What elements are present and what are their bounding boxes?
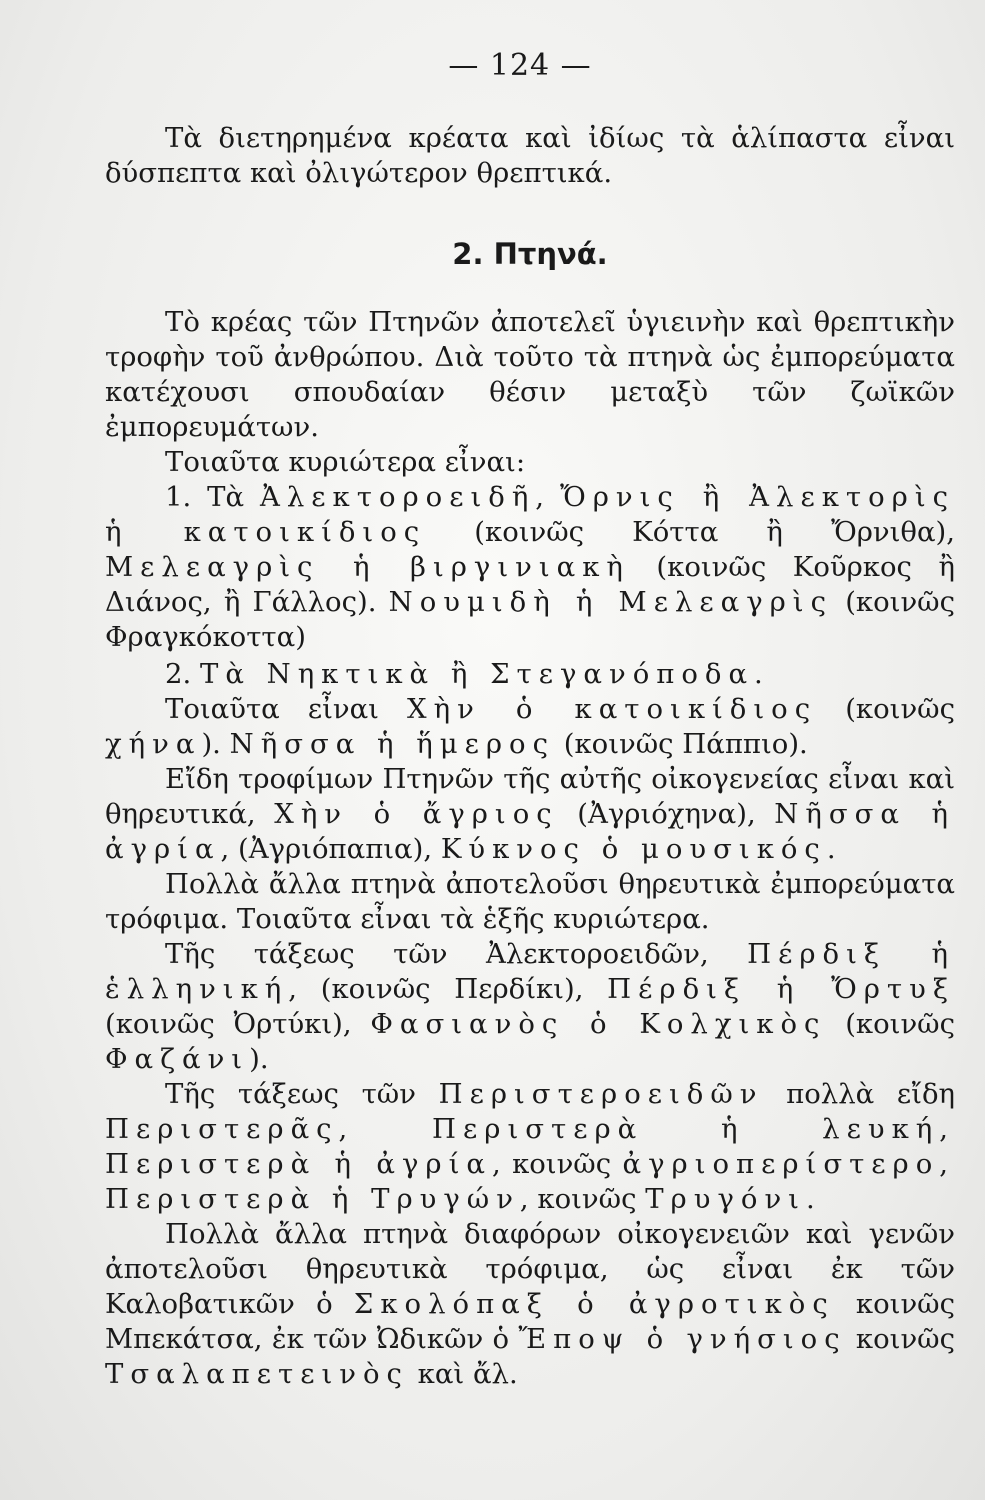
paragraph-6-part-c: (Ἀγριόχηνα), (558, 798, 775, 830)
paragraph-8-part-b: Πέρδιξ ἡ ἑλληνική (105, 938, 955, 1005)
paragraph-4-part-a: 2. (165, 658, 200, 690)
paragraph-9-part-f: ἀγριοπερίστερο, Περιστερὰ ἡ Τρυγών (105, 1148, 956, 1215)
paragraph-6 (105, 762, 955, 867)
paragraph-8-part-g: (κοινῶς (826, 1008, 955, 1040)
paragraph-5-part-c: (κοινῶς (817, 693, 955, 725)
paragraph-9-part-h: Τρυγόνι. (645, 1183, 822, 1215)
paragraph-6-part-f: Κύκνος ὁ μουσικός. (440, 833, 843, 865)
paragraph-5-part-f: Νῆσσα ἡ ἥμερος (229, 728, 555, 760)
paragraph-10-part-g: καὶ ἄλ. (408, 1358, 518, 1390)
paragraph-10-part-d: Ἔποψ ὁ γνήσιος (518, 1323, 847, 1355)
paragraph-4 (105, 657, 955, 692)
paragraph-3-part-e: (κοινῶς Κόττα ἢ Ὄρνιθα), (426, 516, 956, 548)
paragraph-9-part-e: , κοινῶς (491, 1148, 623, 1180)
paragraph-6-part-e: , (Ἀγριόπαπια), (220, 833, 441, 865)
paragraph-9-part-g: , κοινῶς (519, 1183, 646, 1215)
paragraph-8-part-d: Πέρδιξ ἡ Ὄρτυξ (607, 973, 955, 1005)
paragraph-9-part-a: Τῆς τάξεως τῶν (165, 1078, 439, 1110)
paragraph-3-part-d: Ὄρνις ἢ Ἀλεκτορὶς ἡ κατοικίδιος (105, 481, 956, 548)
paragraph-5-part-b: Χὴν ὁ κατοικίδιος (407, 693, 818, 725)
page-number: — 124 — (448, 48, 592, 83)
paragraph-4-part-b: Τὰ Νηκτικὰ ἢ Στεγανόποδα. (199, 658, 770, 690)
paragraph-8-part-a: Τῆς τάξεως τῶν Ἀλεκτοροειδῶν, (165, 938, 748, 970)
section-heading: 2. Πτηνά. (452, 237, 608, 271)
paragraph-3 (105, 480, 955, 655)
paragraph-9-part-d: Περιστερᾶς, Περιστερὰ ἡ λευκή, Περιστερὰ ἡ ἀγρία (105, 1113, 955, 1180)
intro-paragraph: Τὰ διετηρημένα κρέατα καὶ ἰδίως τὰ ἁλίπαστα εἶναι δύσπεπτα καὶ ὀλιγώτερον θρεπτικά. (105, 122, 955, 189)
paragraph-8 (105, 937, 955, 1077)
paragraph-6-part-b: Χὴν ὁ ἄγριος (274, 798, 559, 830)
paragraph-10-part-c: κοινῶς Μπεκάτσα, ἐκ τῶν Ὠδικῶν ὁ (105, 1288, 956, 1355)
paragraph-6-part-a: Εἴδη τροφίμων Πτηνῶν τῆς αὐτῆς οἰκογενείας εἶναι καὶ θηρευτικά, (105, 763, 955, 830)
paragraph-1: Τὸ κρέας τῶν Πτηνῶν ἀποτελεῖ ὑγιεινὴν καὶ θρεπτικὴν τροφὴν τοῦ ἀνθρώπου. Διὰ τοῦτο τὰ πτηνὰ ὡς ἐμπορεύματα κατέχουσι σπουδαίαν θέσιν μεταξὺ τῶν ζωϊκῶν ἐμπορευμάτων. (105, 306, 955, 443)
paragraph-5 (105, 692, 955, 762)
paragraph-10-part-f: Τσαλαπετεινὸς (105, 1358, 409, 1390)
paragraph-3-part-a: 1. Τὰ (165, 481, 261, 513)
paragraph-2: Τοιαῦτα κυριώτερα εἶναι: (165, 446, 526, 478)
paragraph-3-part-f: Μελεαγρὶς ἡ βιργινιακὴ (105, 551, 630, 583)
paragraph-7: Πολλὰ ἄλλα πτηνὰ ἀποτελοῦσι θηρευτικὰ ἐμπορεύματα τρόφιμα. Τοιαῦτα εἶναι τὰ ἑξῆς κυριώτερα. (105, 868, 955, 935)
paragraph-10-part-e: κοινῶς (846, 1323, 955, 1355)
paragraph-8-part-f: Φασιανὸς ὁ Κολχικὸς (370, 1008, 827, 1040)
paragraph-3-part-c: , (535, 481, 560, 513)
paragraph-10-part-a: Πολλὰ ἄλλα πτηνὰ διαφόρων οἰκογενειῶν καὶ γενῶν ἀποτελοῦσι θηρευτικὰ τρόφιμα, ὡς εἶναι ἐκ τῶν Καλοβατικῶν ὁ (105, 1218, 955, 1320)
paragraph-9-part-c: πολλὰ εἴδη (763, 1078, 955, 1110)
paragraph-9 (105, 1077, 955, 1217)
paragraph-5-part-a: Τοιαῦτα εἶναι (165, 693, 408, 725)
paragraph-10-part-b: Σκολόπαξ ὁ ἀγροτικὸς (353, 1288, 835, 1320)
paragraph-6-part-d: Νῆσσα ἡ ἀγρία (105, 798, 955, 865)
paragraph-8-part-h: Φαζάνι (105, 1043, 250, 1075)
paragraph-3-part-g: (κοινῶς Κοῦρκος ἢ Διάνος, ἢ Γάλλος). (105, 551, 955, 618)
paragraph-3-part-h: Νουμιδὴ ἡ Μελεαγρὶς (388, 586, 833, 618)
paragraph-9-part-b: Περιστεροειδῶν (438, 1078, 764, 1110)
paragraph-8-part-i: ). (249, 1043, 269, 1075)
paragraph-5-part-d: χήνα (105, 728, 202, 760)
paragraph-3-part-b: Ἀλεκτοροειδῆ (260, 481, 536, 513)
paragraph-5-part-e: ). (201, 728, 230, 760)
paragraph-5-part-g: (κοινῶς Πάππιο). (555, 728, 808, 760)
paragraph-8-part-e: (κοινῶς Ὀρτύκι), (105, 1008, 371, 1040)
paragraph-3-part-i: (κοινῶς Φραγκόκοττα) (105, 586, 955, 653)
paragraph-10 (105, 1217, 955, 1392)
paragraph-8-part-c: , (κοινῶς Περδίκι), (288, 973, 608, 1005)
